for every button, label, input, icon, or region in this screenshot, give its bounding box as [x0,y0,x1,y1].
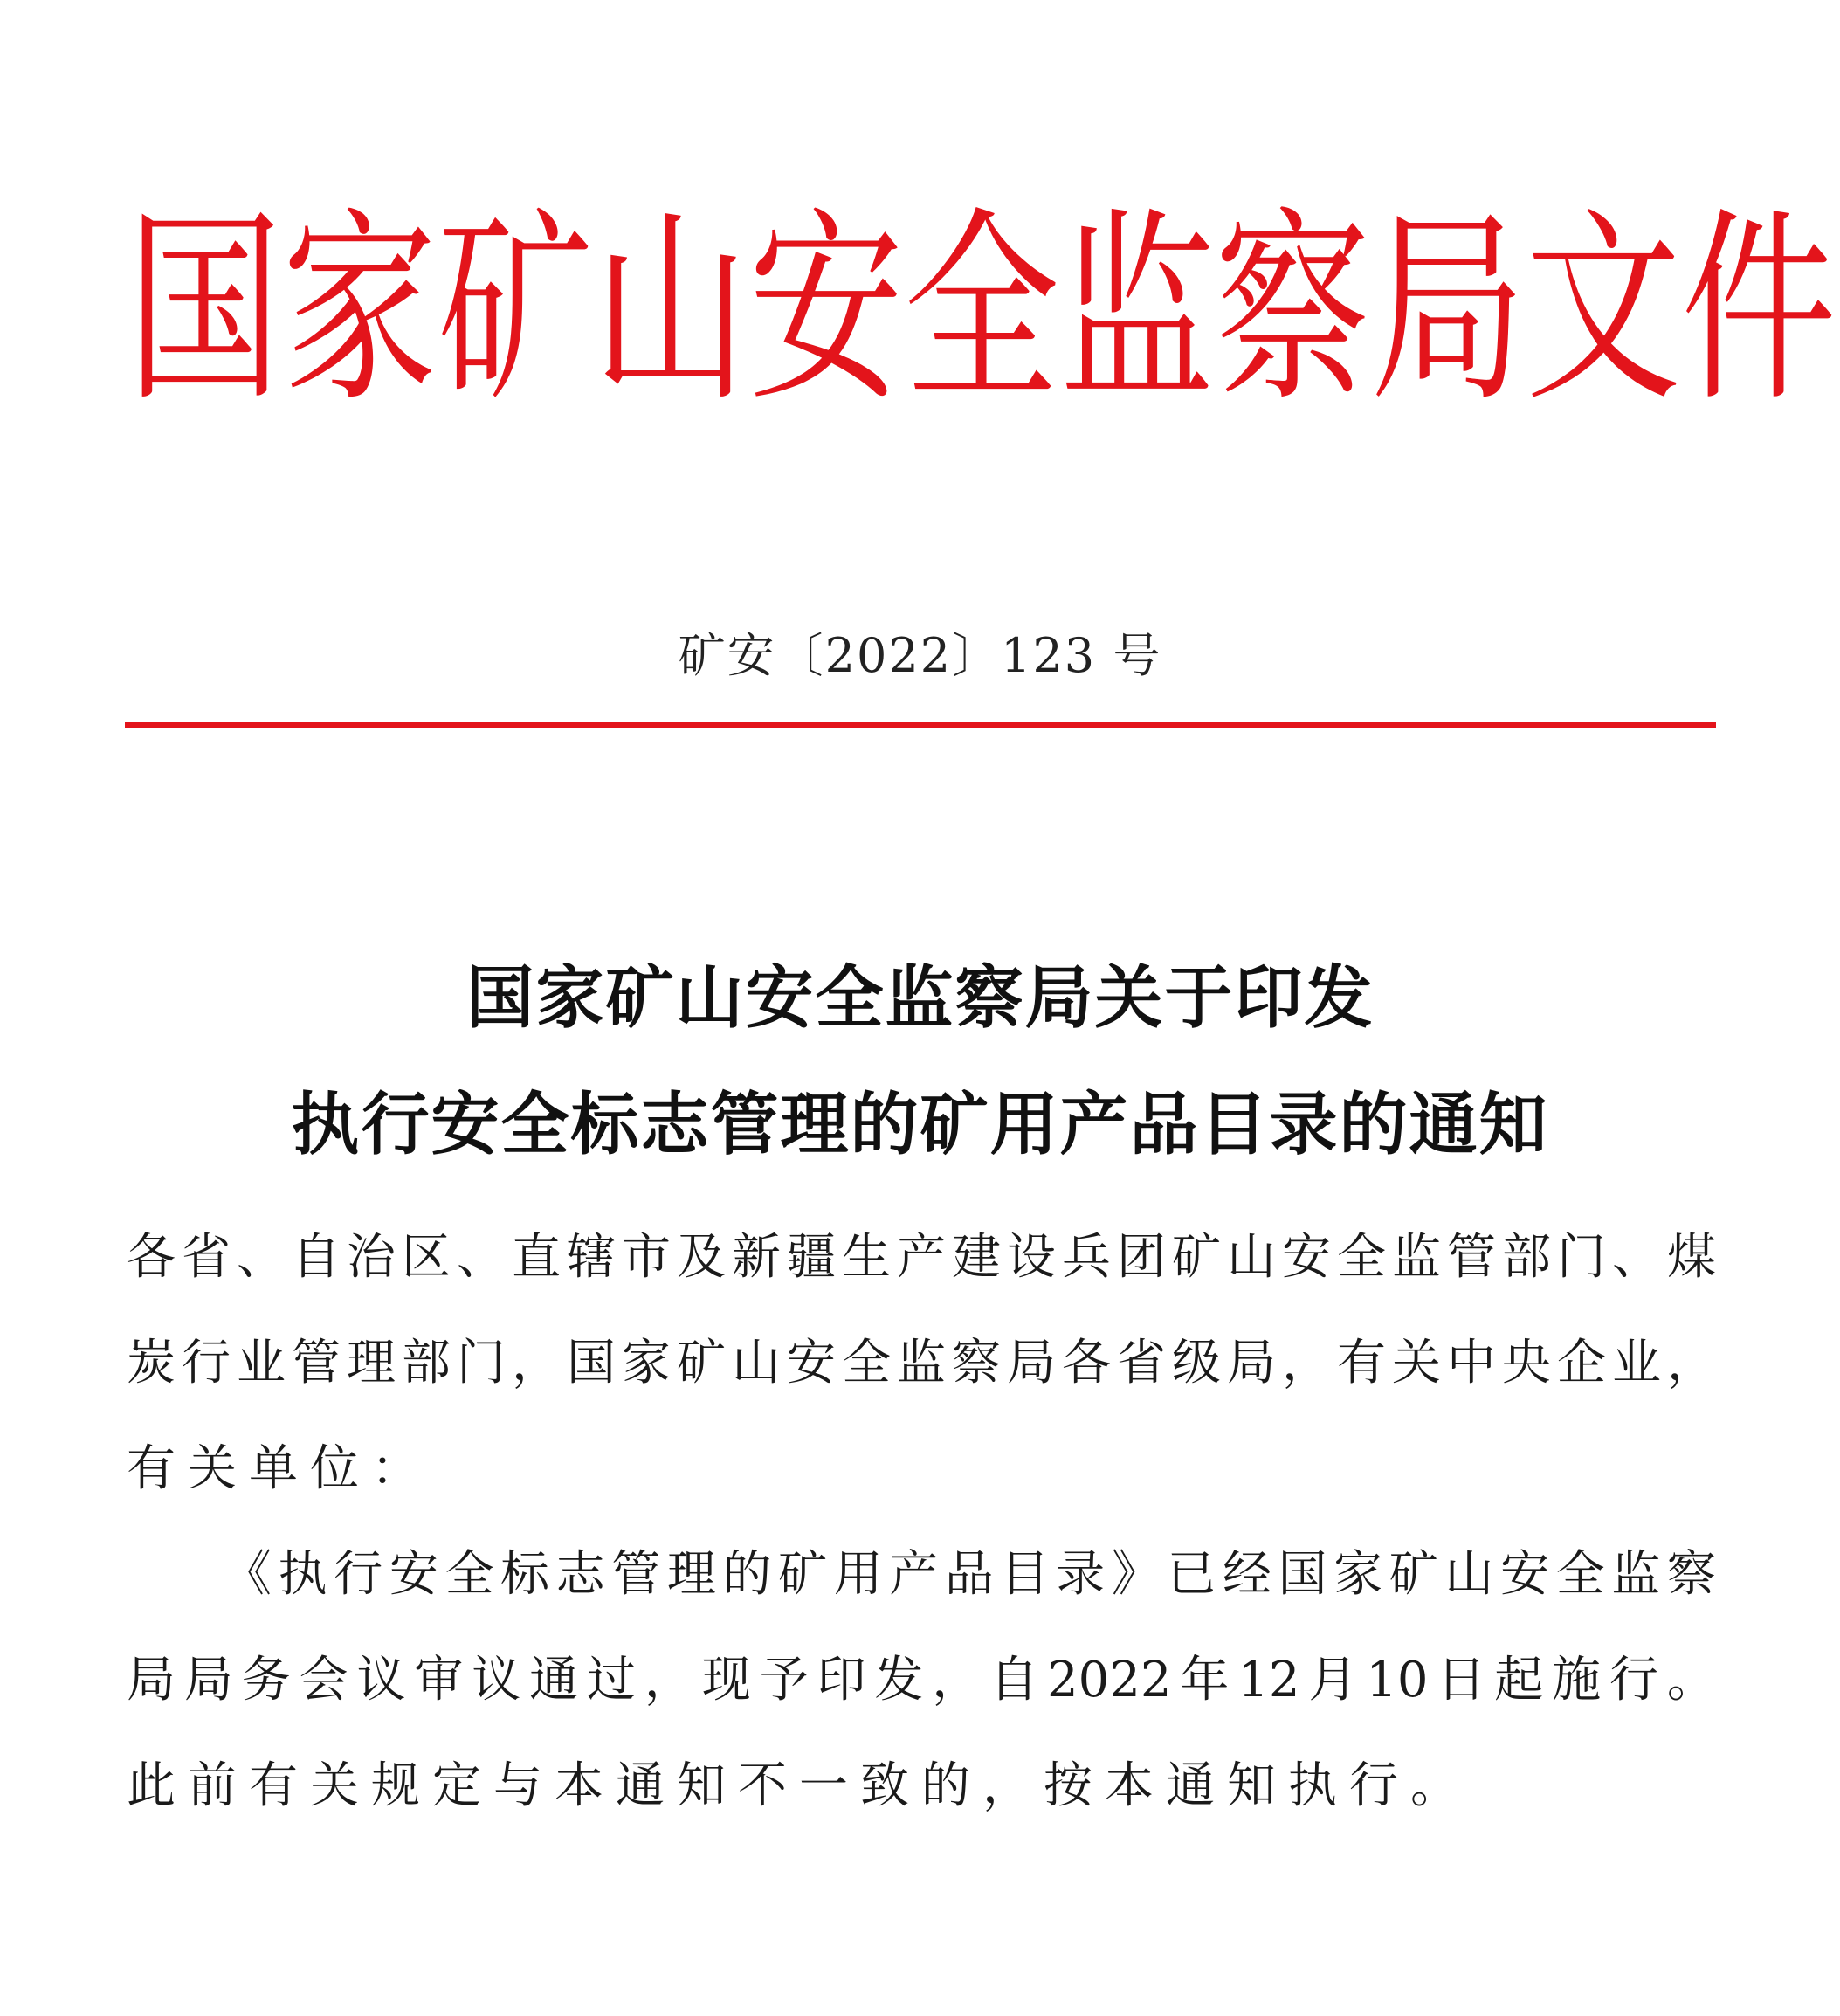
recipients-line-3: 有关单位： [127,1440,432,1497]
red-divider-line [125,722,1716,728]
masthead-char: 山 [593,190,748,429]
notice-title-line-1: 国家矿山安全监察局关于印发 [465,958,1375,1038]
document-masthead [127,190,1837,429]
masthead-char: 全 [904,190,1059,429]
paragraph-line-1: 《 执 行 安 全 标 志 管 理 的 矿 用 产 品 目 录 》 已 经 国 家 矿 山 安 全 监 察 [223,1546,1716,1603]
masthead-char: 国 [127,190,282,429]
masthead-char: 文 [1526,190,1681,429]
masthead-char: 察 [1215,190,1370,429]
masthead-char: 监 [1059,190,1215,429]
notice-title-line-2: 执行安全标志管理的矿用产品目录的通知 [291,1085,1549,1164]
masthead-char: 件 [1681,190,1837,429]
masthead-char: 局 [1370,190,1526,429]
recipients-line-1: 各 省 、 自 治 区 、 直 辖 市 及 新 疆 生 产 建 设 兵 团 矿 山 安 全 监 管 部 门 、 煤 [127,1229,1716,1286]
paragraph-line-3: 此前有关规定与本通知不一致的，按本通知执行。 [127,1757,1471,1814]
recipients-line-2: 炭 行 业 管 理 部 门 ， 国 家 矿 山 安 全 监 察 局 各 省 级 局 ， 有 关 中 央 企 业 ， [127,1335,1716,1391]
paragraph-line-2: 局 局 务 会 议 审 议 通 过 ， 现 予 印 发 ， 自 2022 年 12 月 10 日 起 施 行 。 [127,1652,1716,1709]
masthead-char: 安 [748,190,904,429]
masthead-char: 矿 [438,190,593,429]
masthead-char: 家 [282,190,438,429]
document-number: 矿安〔2022〕123 号 [678,628,1162,683]
